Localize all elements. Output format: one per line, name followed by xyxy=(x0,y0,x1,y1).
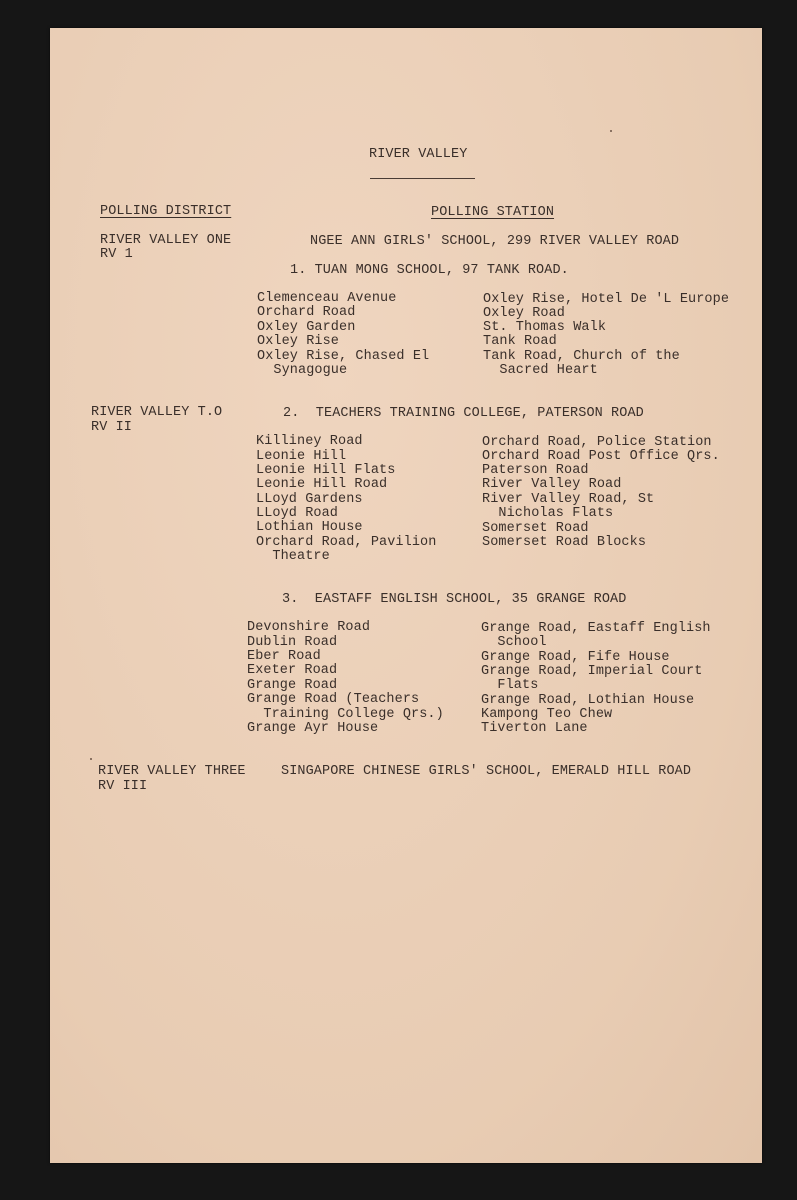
district-three-name: RIVER VALLEY THREE xyxy=(98,764,246,779)
street-item: Oxley Rise, Hotel De 'L Europe xyxy=(483,292,730,307)
street-item: Grange Road (Teachers xyxy=(247,692,420,707)
street-item: LLoyd Road xyxy=(256,506,339,521)
street-item: Oxley Road xyxy=(483,306,566,321)
street-item: Exeter Road xyxy=(247,663,338,678)
district-two-name: RIVER VALLEY T.O xyxy=(91,405,223,420)
sub2-heading: 2. TEACHERS TRAINING COLLEGE, PATERSON ROAD xyxy=(283,406,644,421)
paper-speck xyxy=(610,130,612,132)
street-item: Orchard Road xyxy=(257,305,356,320)
street-item: Sacred Heart xyxy=(483,363,598,378)
street-item: Tank Road xyxy=(483,334,557,349)
street-item: Oxley Rise xyxy=(257,334,340,349)
street-item: Tiverton Lane xyxy=(481,721,588,736)
street-item: Grange Ayr House xyxy=(247,721,379,736)
street-item: Flats xyxy=(481,678,539,693)
street-item: Training College Qrs.) xyxy=(247,707,444,722)
street-item: Oxley Garden xyxy=(257,320,356,335)
street-item: Clemenceau Avenue xyxy=(257,291,397,306)
street-item: Grange Road xyxy=(247,678,338,693)
page-title: RIVER VALLEY xyxy=(369,147,468,162)
street-item: Lothian House xyxy=(256,520,363,535)
district-one-station: NGEE ANN GIRLS' SCHOOL, 299 RIVER VALLEY ROAD xyxy=(310,234,680,249)
street-item: Dublin Road xyxy=(247,635,338,650)
paper-speck xyxy=(90,758,92,760)
street-item: Killiney Road xyxy=(256,434,363,449)
street-item: Somerset Road xyxy=(482,521,589,536)
district-one-code: RV 1 xyxy=(100,247,133,262)
sub3-heading: 3. EASTAFF ENGLISH SCHOOL, 35 GRANGE ROAD xyxy=(282,592,627,607)
district-two-code: RV II xyxy=(91,420,133,435)
street-item: Orchard Road Post Office Qrs. xyxy=(482,449,720,464)
street-item: Eber Road xyxy=(247,649,321,664)
street-item: Grange Road, Lothian House xyxy=(481,693,695,708)
street-item: River Valley Road, St xyxy=(482,492,655,507)
header-polling-station: POLLING STATION xyxy=(431,205,555,220)
street-item: Grange Road, Eastaff English xyxy=(481,621,711,636)
street-item: Oxley Rise, Chased El xyxy=(257,349,430,364)
street-item: St. Thomas Walk xyxy=(483,320,607,335)
title-rule xyxy=(370,178,475,179)
street-item: Leonie Hill xyxy=(256,449,347,464)
street-item: River Valley Road xyxy=(482,477,622,492)
street-item: Grange Road, Fife House xyxy=(481,650,670,665)
street-item: Leonie Hill Road xyxy=(256,477,388,492)
street-item: Grange Road, Imperial Court xyxy=(481,664,703,679)
street-item: Synagogue xyxy=(257,363,348,378)
sub1-heading: 1. TUAN MONG SCHOOL, 97 TANK ROAD. xyxy=(290,263,569,278)
street-item: Orchard Road, Pavilion xyxy=(256,535,437,550)
street-item: Paterson Road xyxy=(482,463,589,478)
street-item: Somerset Road Blocks xyxy=(482,535,647,550)
street-item: Nicholas Flats xyxy=(482,506,614,521)
street-item: Devonshire Road xyxy=(247,620,371,635)
header-polling-district: POLLING DISTRICT xyxy=(100,204,232,219)
district-one-name: RIVER VALLEY ONE xyxy=(100,233,232,248)
street-item: Orchard Road, Police Station xyxy=(482,435,712,450)
district-three-station: SINGAPORE CHINESE GIRLS' SCHOOL, EMERALD HILL ROAD xyxy=(281,764,692,779)
street-item: Leonie Hill Flats xyxy=(256,463,396,478)
street-item: LLoyd Gardens xyxy=(256,492,363,507)
street-item: Tank Road, Church of the xyxy=(483,349,680,364)
street-item: Kampong Teo Chew xyxy=(481,707,613,722)
district-three-code: RV III xyxy=(98,779,148,794)
street-item: School xyxy=(481,635,547,650)
street-item: Theatre xyxy=(256,549,330,564)
